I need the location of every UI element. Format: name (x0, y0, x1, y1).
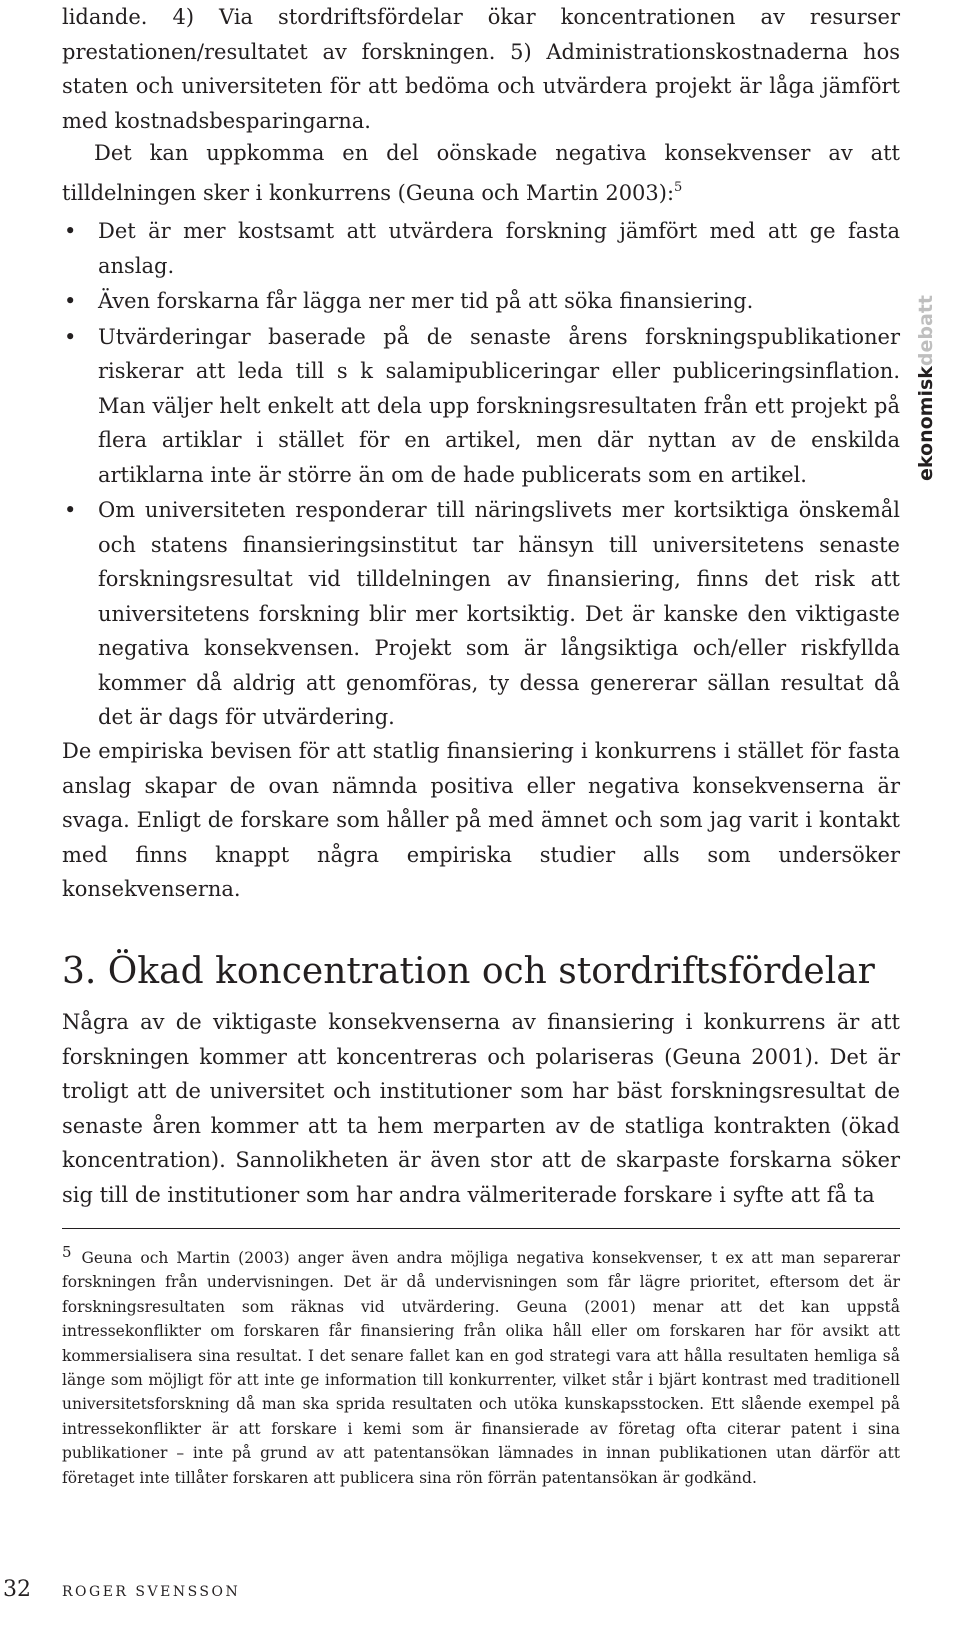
journal-logo (915, 295, 937, 481)
list-item (62, 214, 900, 283)
intro-paragraph (62, 136, 900, 210)
list-item-text: Även forskarna får lägga ner mer tid på att söka finansiering. (98, 289, 754, 313)
continuation-paragraph: lidande. 4) Via stordriftsfördelar ökar koncentrationen av resurser prestationen/resultatet av forskningen. 5) Administrationskostnaderna hos staten och universiteten för att bedöma och utvärdera projekt är låga jämfört med kostnadsbesparingarna. (62, 5, 900, 133)
footnote-text: Geuna och Martin (2003) anger även andra möjliga negativa konsekvenser, t ex att man separerar forskningen från undervisningen. Det är då undervisningen som får lägre prioritet, eftersom det är forskningsresultaten som räknas vid utvärdering. Geuna (2001) menar att det kan uppstå intressekonflikter om forskaren får finansiering från olika håll eller om forskaren har för avsikt att kommersialisera sina resultat. I det senare fallet kan en god strategi vara att hålla resultaten hemliga så länge som möjligt för att inte ge information till konkurrenter, vilket står i bjärt kontrast med traditionell universitetsforskning då man ska sprida resultaten och utöka kunskapsstocken. Ett slående exempel på intressekonflikter är att forskare i kemi som är finansierade av företag ofta citerar patent i sina publikationer – inte på grund av att patentansökan lämnades in innan publikationen utan därför att företaget inte tillåter forskaren att publicera sina rön förrän patentansökan är godkänd. (62, 1249, 900, 1487)
journal-label-part1: ekonomisk (915, 366, 937, 481)
list-item (62, 284, 900, 319)
footnote (62, 1240, 900, 1490)
section-heading: 3. Ökad koncentration och stordriftsfördelar (62, 951, 875, 992)
bullet-icon: • (64, 289, 77, 313)
page-number: 32 (3, 1577, 31, 1602)
consequence-list (62, 214, 900, 736)
journal-side-label (906, 272, 946, 504)
bullet-icon: • (64, 498, 77, 522)
footnote-divider (62, 1228, 900, 1229)
footnote-number: 5 (62, 1243, 72, 1261)
journal-label-part2: debatt (915, 295, 937, 367)
list-item-text: Det är mer kostsamt att utvärdera forskning jämfört med att ge fasta anslag. (98, 219, 900, 278)
bullet-icon: • (64, 219, 77, 243)
list-item-text: Om universiteten responderar till näringslivets mer kortsiktiga önskemål och statens finansieringsinstitut tar hänsyn till universitetens senaste forskningsresultat vid tilldelningen av finansiering, finns det risk att universitetens forskning blir mer kortsiktig. Det är kanske den viktigaste negativa konsekvensen. Projekt som är långsiktiga och/eller riskfyllda kommer då aldrig att genomföras, ty dessa genererar sällan resultat då det är dags för utvärdering. (98, 498, 900, 729)
list-item (62, 493, 900, 735)
evidence-paragraph: De empiriska bevisen för att statlig finansiering i konkurrens i stället för fasta anslag skapar de ovan nämnda positiva eller negativa konsekvenserna är svaga. Enligt de forskare som håller på med ämnet och som jag varit i kontakt med finns knappt några empiriska studier alls som undersöker konsekvenserna. (62, 739, 900, 901)
list-item-text: Utvärderingar baserade på de senaste årens forskningspublikationer riskerar att leda till s k salamipubliceringar eller publiceringsinflation. Man väljer helt enkelt att dela upp forskningsresultaten från ett projekt på flera artiklar i stället för en artikel, men där nyttan av de enskilda artiklarna inte är större än om de hade publicerats som en artikel. (98, 324, 900, 487)
footnote-reference[interactable]: 5 (674, 179, 683, 195)
intro-text: Det kan uppkomma en del oönskade negativa konsekvenser av att tilldelningen sker i konkurrens (Geuna och Martin 2003): (62, 141, 900, 205)
bullet-icon: • (64, 324, 77, 349)
list-item (62, 320, 900, 493)
section-paragraph: Några av de viktigaste konsekvenserna av finansiering i konkurrens är att forskningen kommer att koncentreras och polariseras (Geuna 2001). Det är troligt att de universitet och institutioner som har bäst forskningsresultat de senaste åren kommer att ta hem merparten av de statliga kontrakten (ökad koncentration). Sannolikheten är även stor att de skarpaste forskarna söker sig till de institutioner som har andra välmeriterade forskare i syfte att få ta (62, 1010, 900, 1207)
running-footer-author: ROGER SVENSSON (62, 1584, 241, 1600)
